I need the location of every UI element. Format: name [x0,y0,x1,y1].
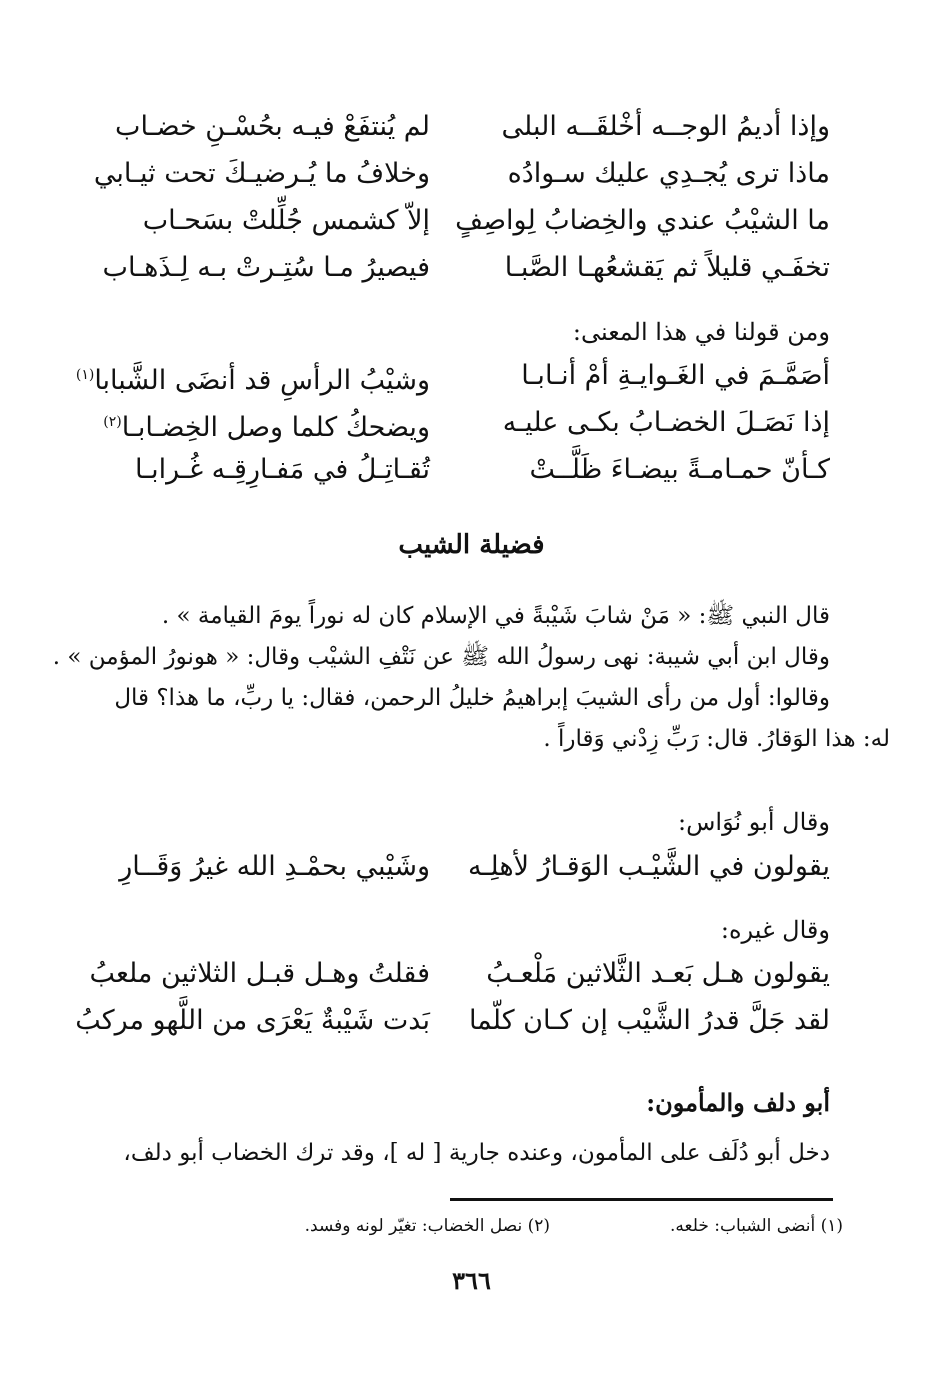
second-hemistich: وشَيْبي بحمْـدِ الله غيرُ وَقَــارِ [119,851,430,882]
second-hemistich: إلاّ كشمس جُلِّلتْ بسَحـاب [142,205,430,236]
second-hemistich: لم يُنتفَعْ فيـه بحُسْـنِ خضـاب [115,111,430,142]
first-hemistich: يقولون في الشَّيْـب الوَقـارُ لأهلِـه [468,851,830,882]
first-hemistich: وإذا أديمُ الوجــه أخْلقَــه البلى [501,111,830,142]
footnote-1: (١) أنضى الشباب: خلعه. [670,1216,843,1236]
hemistich-text: ويضحكُ كلما وصل الخِضـابـا [121,412,430,443]
first-hemistich: لقد جَلَّ قدرُ الشَّيْب إن كـان كلّما [468,1005,830,1036]
verse-line [100,244,830,291]
poem-verses-1 [93,103,830,291]
poem-verses-4 [75,950,830,1044]
paragraph-line: قال النبي ﷺ: « مَنْ شابَ شَيْبةً في الإسلام كان له نوراً يومَ القيامة » . [161,603,830,629]
page-number: ٣٦٦ [452,1266,491,1295]
first-hemistich: ما الشيْبُ عندي والخِضابُ لِواصِفٍ [455,205,830,236]
footnote-marker: (١) [75,367,95,383]
intro-line: وقال غيره: [720,916,830,944]
footnote-marker: (٢) [103,414,122,430]
verse-line [100,446,830,493]
closing-paragraph [70,1133,830,1174]
prose-paragraph [52,596,890,760]
verse-line [100,843,830,890]
first-hemistich: ماذا ترى يُجـدِي عليك سـوادُه [507,158,830,189]
verse-line [93,150,830,197]
second-hemistich: بَدت شَيْبةٌ يَعْرَى من اللَّهو مركبُ [75,1005,430,1036]
intro-line: وقال أبو نُوَاس: [678,808,830,836]
paragraph-line: وقالوا: أول من رأى الشيبَ إبراهيمُ خليلُ الرحمن، فقال: يا ربِّ، ما هذا؟ قال [114,685,830,711]
verse-line [100,197,830,244]
first-hemistich: كـأنّ حمـامـةً بيضـاءَ ظَلَّــتْ [529,454,830,485]
section-title: فضيلة الشيب [398,530,545,560]
subheading: أبو دلف والمأمون: [646,1088,830,1117]
second-hemistich: فقلتُ وهـل قبـل الثلاثين ملعبُ [89,958,430,989]
verse-line [75,997,830,1044]
second-hemistich [75,352,430,404]
verse-line [100,399,830,446]
second-hemistich [100,399,430,451]
first-hemistich: أصَمَّـمَ في الغَـوايـةِ أمْ أنـابـا [521,360,830,391]
second-hemistich: تُقـاتِـلُ في مَفـارِقِـه غُـرابـا [134,454,430,485]
hemistich-text: وشيْبُ الرأسِ قد أنضَى الشَّبابا [94,365,430,396]
second-hemistich: فيصيرُ مـا سُتِـرتْ بـه لِـذَهـاب [102,252,430,283]
verse-line [89,950,830,997]
footnotes [185,1216,843,1236]
first-hemistich: إذا نَصَـلَ الخضـابُ بكـى عليـه [502,407,830,438]
footnote-divider [450,1198,833,1201]
paragraph-line: له: هذا الوَقارُ. قال: رَبِّ زِدْني وَقاراً . [543,726,890,752]
second-hemistich: وخلافُ ما يُـرضيـكَ تحت ثيـابي [93,158,430,189]
verse-line [75,352,830,399]
poem-verses-3 [100,843,830,890]
first-hemistich: تخفَـي قليلاً ثم يَقشعُهـا الصَّبـا [504,252,830,283]
intro-line: ومن قولنا في هذا المعنى: [572,318,830,346]
footnote-2: (٢) نصل الخضاب: تغيّر لونه وفسد. [304,1216,551,1236]
first-hemistich: يقولون هـل بَعـد الثَّلاثين مَلْعـبُ [486,958,830,989]
poem-verses-2 [75,352,830,493]
verse-line [100,103,830,150]
paragraph-line: دخل أبو دُلَف على المأمون، وعنده جارية [ له ]، وقد ترك الخضاب أبو دلف، [123,1140,830,1166]
paragraph-line: وقال ابن أبي شيبة: نهى رسولُ الله ﷺ عن نَتْفِ الشيْب وقال: « هونورُ المؤمن » . [52,644,830,670]
